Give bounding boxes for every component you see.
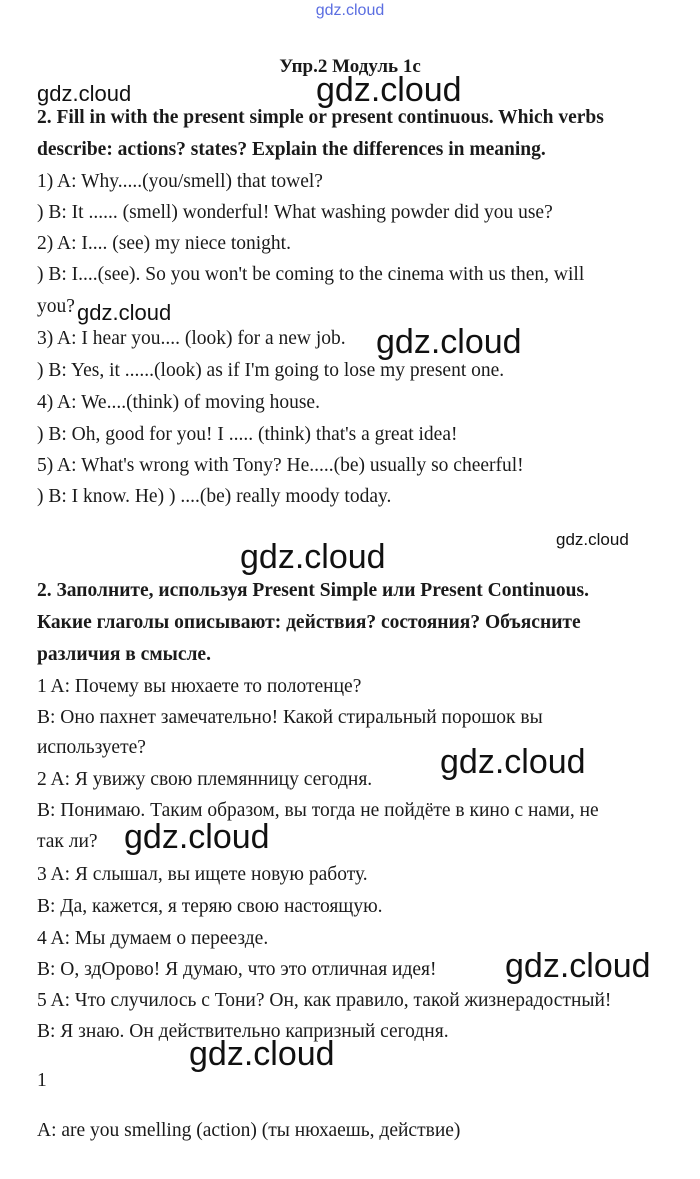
russian-line: B: Я знаю. Он действительно капризный сегодня.	[37, 1021, 449, 1042]
page-title: Упр.2 Модуль 1с	[279, 56, 421, 77]
russian-line: используете?	[37, 737, 146, 758]
watermark: gdz.cloud	[440, 743, 586, 781]
russian-line: 2 A: Я увижу свою племянницу сегодня.	[37, 769, 373, 790]
russian-line: 3 A: Я слышал, вы ищете новую работу.	[37, 864, 368, 885]
watermark: gdz.cloud	[189, 1035, 335, 1073]
watermark: gdz.cloud	[37, 81, 132, 106]
russian-line: так ли?	[37, 831, 98, 852]
watermark: gdz.cloud	[556, 530, 629, 549]
english-line: ) B: Oh, good for you! I ..... (think) that's a great idea!	[37, 424, 458, 445]
answer-line: A: are you smelling (action) (ты нюхаешь, действие)	[37, 1120, 461, 1141]
english-line: 4) A: We....(think) of moving house.	[37, 392, 320, 413]
english-line: ) B: It ...... (smell) wonderful! What washing powder did you use?	[37, 202, 553, 223]
russian-line: 1 A: Почему вы нюхаете то полотенце?	[37, 676, 362, 697]
watermark: gdz.cloud	[376, 323, 522, 361]
russian-line: B: О, здОрово! Я думаю, что это отличная идея!	[37, 959, 437, 980]
header-watermark: gdz.cloud	[315, 2, 385, 19]
english-line: 1) A: Why.....(you/smell) that towel?	[37, 171, 323, 192]
russian-line: B: Понимаю. Таким образом, вы тогда не пойдёте в кино с нами, не	[37, 800, 599, 821]
english-heading-line-2: describe: actions? states? Explain the differences in meaning.	[37, 139, 546, 160]
watermark: gdz.cloud	[77, 300, 172, 325]
russian-heading-line-2: Какие глаголы описывают: действия? состояния? Объясните	[37, 612, 581, 633]
english-line: 5) A: What's wrong with Tony? He.....(be) usually so cheerful!	[37, 455, 524, 476]
english-heading-line-1: 2. Fill in with the present simple or present continuous. Which verbs	[37, 107, 604, 128]
russian-line: 4 A: Мы думаем о переезде.	[37, 928, 269, 949]
russian-line: B: Да, кажется, я теряю свою настоящую.	[37, 896, 383, 917]
english-line: 2) A: I.... (see) my niece tonight.	[37, 233, 291, 254]
english-line: ) B: I....(see). So you won't be coming to the cinema with us then, will	[37, 264, 585, 285]
english-line: ) B: Yes, it ......(look) as if I'm going to lose my present one.	[37, 360, 505, 381]
watermark: gdz.cloud	[505, 947, 651, 985]
english-line: ) B: I know. He) ) ....(be) really moody today.	[37, 486, 392, 507]
watermark: gdz.cloud	[240, 538, 386, 576]
russian-line: B: Оно пахнет замечательно! Какой стиральный порошок вы	[37, 707, 543, 728]
russian-line: 5 A: Что случилось с Тони? Он, как правило, такой жизнерадостный!	[37, 990, 612, 1011]
english-line: you?	[37, 296, 75, 317]
watermark: gdz.cloud	[316, 71, 462, 109]
watermark: gdz.cloud	[124, 818, 270, 856]
russian-heading-line-1: 2. Заполните, используя Present Simple или Present Continuous.	[37, 580, 589, 601]
answer-number: 1	[37, 1070, 47, 1091]
russian-heading-line-3: различия в смысле.	[37, 644, 211, 665]
english-line: 3) A: I hear you.... (look) for a new job.	[37, 328, 346, 349]
